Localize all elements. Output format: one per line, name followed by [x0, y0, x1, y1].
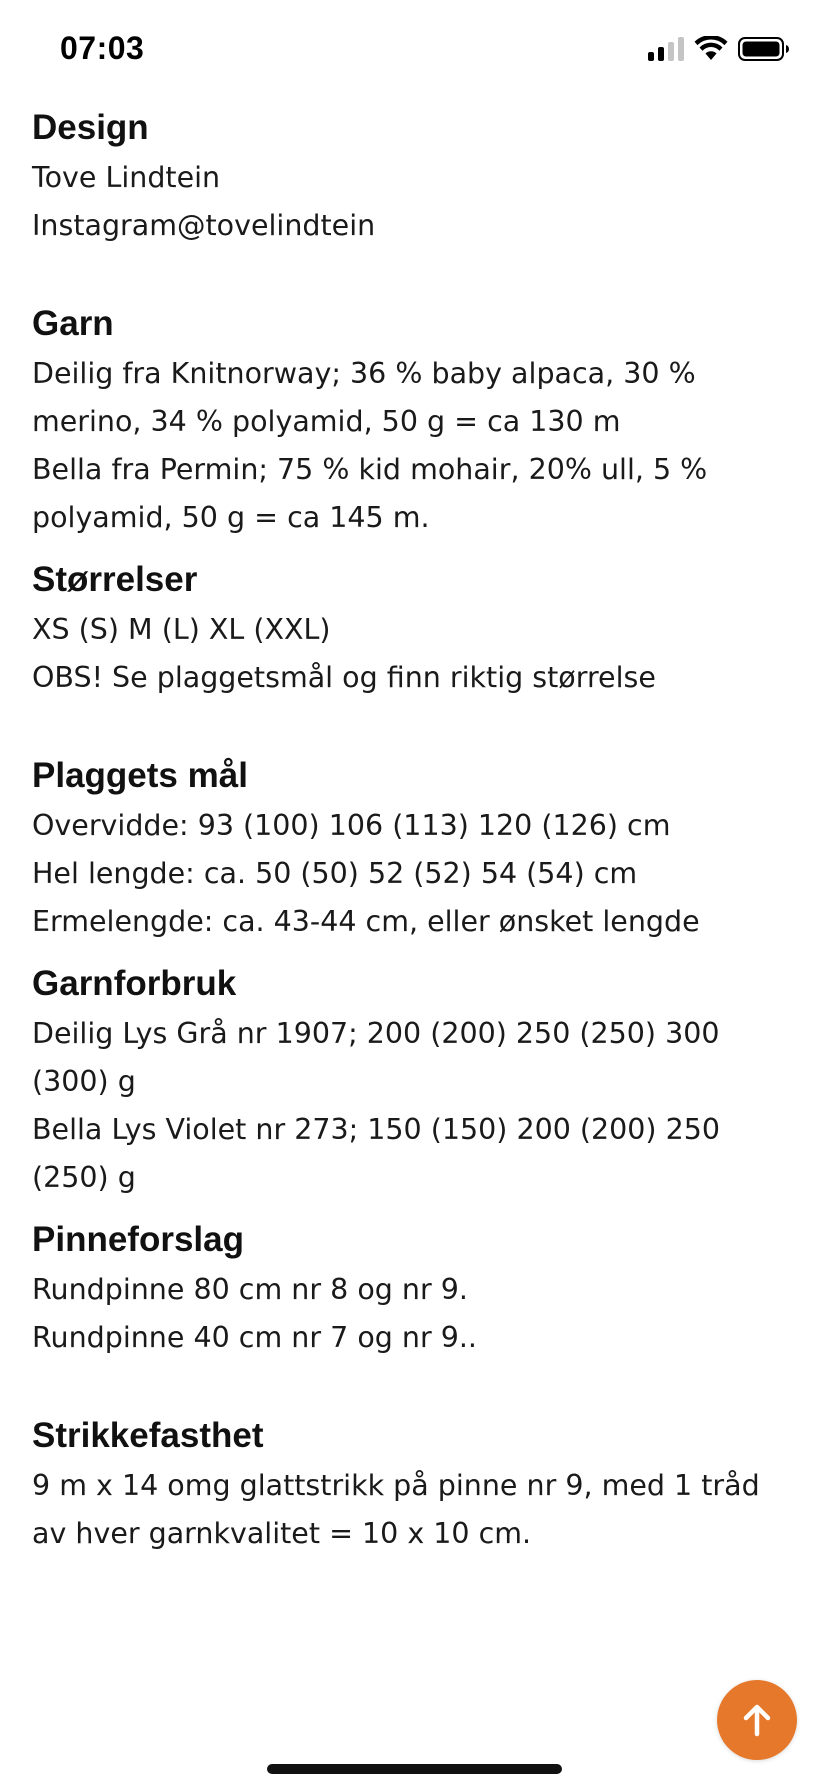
cellular-signal-icon: [648, 37, 684, 61]
wifi-icon: [694, 36, 728, 62]
section-line: XS (S) M (L) XL (XXL): [32, 613, 331, 646]
section-title: Garnforbruk: [32, 964, 237, 1003]
section-line: Tove Lindtein: [32, 161, 221, 194]
status-icons: [648, 36, 790, 62]
section-storrelser: [32, 552, 802, 702]
section-title: Størrelser: [32, 560, 198, 599]
section-line: Bella Lys Violet nr 273; 150 (150) 200 (200) 250 (250) g: [32, 1113, 720, 1194]
section-title: Plaggets mål: [32, 756, 248, 795]
section-line: Instagram@tovelindtein: [32, 209, 376, 242]
section-pinneforslag: [32, 1212, 802, 1362]
section-line: OBS! Se plaggetsmål og finn riktig størrelse: [32, 661, 656, 694]
section-line: 9 m x 14 omg glattstrikk på pinne nr 9, med 1 tråd av hver garnkvalitet = 10 x 10 cm.: [32, 1469, 760, 1550]
section-line: Deilig Lys Grå nr 1907; 200 (200) 250 (250) 300 (300) g: [32, 1017, 720, 1098]
section-design: [32, 100, 802, 250]
arrow-up-icon: [739, 1702, 775, 1738]
section-title: Garn: [32, 304, 114, 343]
status-time: 07:03: [60, 30, 145, 66]
home-indicator[interactable]: [267, 1764, 562, 1774]
section-line: Overvidde: 93 (100) 106 (113) 120 (126) cm: [32, 809, 671, 842]
section-plaggets-mal: [32, 748, 802, 946]
section-strikkefasthet: [32, 1408, 802, 1558]
section-line: Rundpinne 80 cm nr 8 og nr 9.: [32, 1273, 468, 1306]
section-title: Pinneforslag: [32, 1220, 244, 1259]
section-line: Bella fra Permin; 75 % kid mohair, 20% ull, 5 % polyamid, 50 g = ca 145 m.: [32, 453, 708, 534]
section-line: Ermelengde: ca. 43-44 cm, eller ønsket lengde: [32, 905, 700, 938]
section-line: Rundpinne 40 cm nr 7 og nr 9..: [32, 1321, 477, 1354]
pattern-info: [32, 100, 802, 1558]
section-title: Strikkefasthet: [32, 1416, 264, 1455]
section-title: Design: [32, 108, 149, 147]
section-line: Hel lengde: ca. 50 (50) 52 (52) 54 (54) cm: [32, 857, 638, 890]
section-line: Deilig fra Knitnorway; 36 % baby alpaca, 30 % merino, 34 % polyamid, 50 g = ca 130 m: [32, 357, 696, 438]
status-bar: [0, 0, 828, 100]
scroll-to-top-button[interactable]: [717, 1680, 797, 1760]
section-garnforbruk: [32, 956, 802, 1202]
battery-icon: [738, 36, 790, 62]
section-garn: [32, 296, 802, 542]
